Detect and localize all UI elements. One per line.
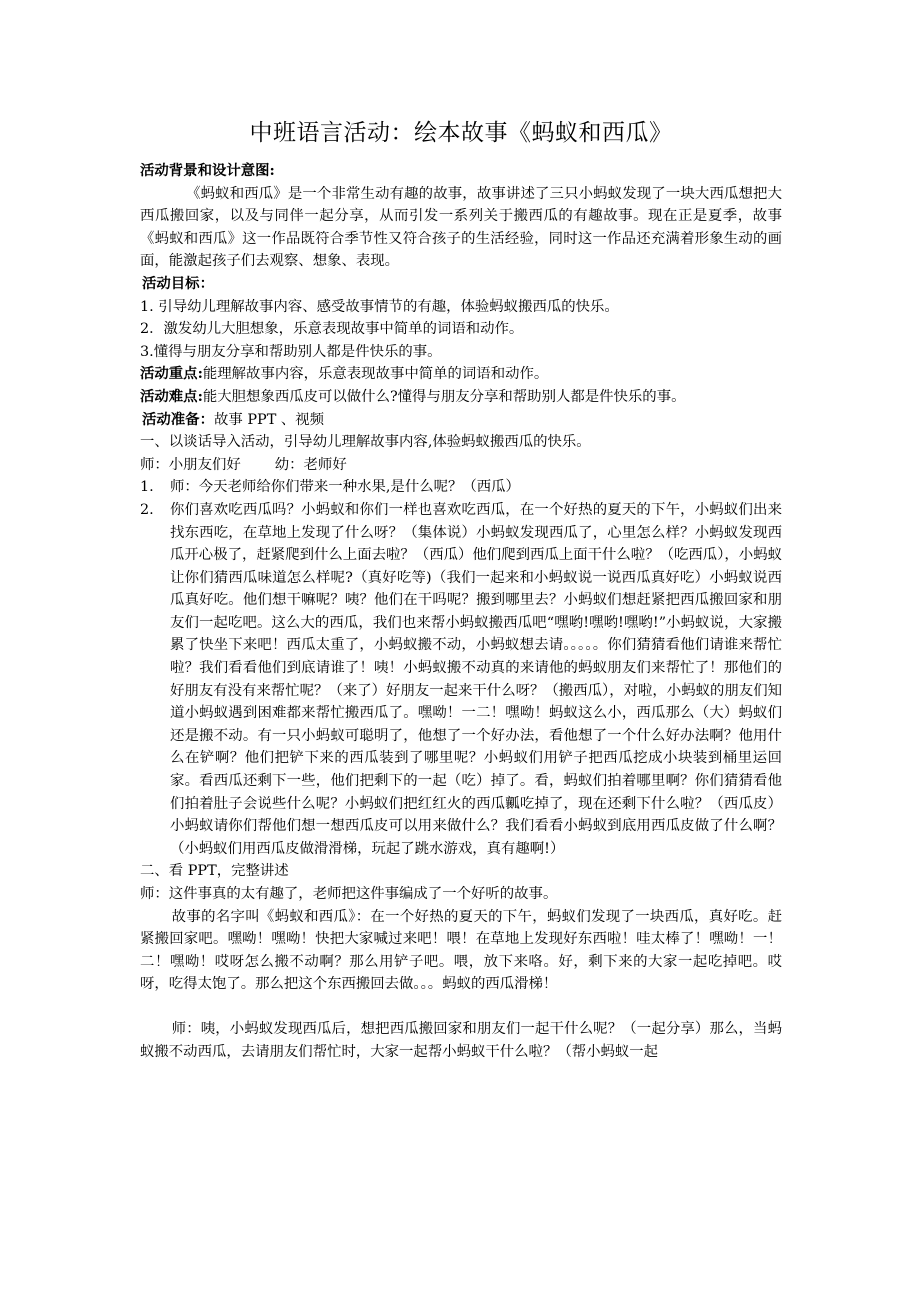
section2-heading: 二、看 PPT，完整讲述: [140, 863, 289, 880]
greeting-line: [140, 454, 782, 477]
focus-text: 能理解故事内容，乐意表现故事中简单的词语和动作。: [202, 366, 549, 383]
discussion-text: 师：咦，小蚂蚁发现西瓜后，想把西瓜搬回家和朋友们一起干什么呢？（一起分享）那么，当蚂蚁搬不动西瓜，去请朋友们帮忙时，大家一起帮小蚂蚁干什么啦？（帮小蚂蚁一起: [140, 1020, 782, 1060]
prep-text: 故事 PPT 、视频: [213, 411, 325, 428]
story-text: 故事的名字叫《蚂蚁和西瓜》：在一个好热的夏天的下午，蚂蚁们发现了一块西瓜，真好吃。赶紧搬回家吧。嘿呦！嘿呦！快把大家喊过来吧！喂！在草地上发现好东西啦！哇太棒了！嘿呦！一！二！嘿呦！哎呀怎么搬不动啊？那么用铲子吧。喂，放下来咯。好，剩下来的大家一起吃掉吧。哎呀，吃得太饱了。那么把这个东西搬回去做。。。蚂蚁的西瓜滑梯！: [140, 908, 782, 993]
item-number: 1.: [140, 479, 154, 496]
section1-heading: 一、以谈话导入活动，引导幼儿理解故事内容,体验蚂蚁搬西瓜的快乐。: [140, 434, 591, 451]
numbered-item: [140, 476, 782, 499]
goals-heading: 活动目标：: [142, 274, 214, 292]
goal-item: 2．激发幼儿大胆想象，乐意表现故事中简单的词语和动作。: [140, 321, 524, 338]
difficulty-label: 活动难点:: [140, 387, 203, 405]
item-text: 你们喜欢吃西瓜吗？小蚂蚁和你们一样也喜欢吃西瓜，在一个好热的夏天的下午，小蚂蚁们出来找东西吃，在草地上发现了什么呀？（集体说）小蚂蚁发现西瓜了，心里怎么样？小蚂蚁发现西瓜开心极了，赶紧爬到什么上面去啦？（西瓜）他们爬到西瓜上面干什么啦？（吃西瓜），小蚂蚁让你们猜西瓜味道怎么样呢?（真好吃等)（我们一起来和小蚂蚁说一说西瓜真好吃）小蚂蚁说西瓜真好吃。他们想干嘛呢？咦？他们在干吗呢？搬到哪里去？小蚂蚁们想赶紧把西瓜搬回家和朋友们一起吃吧。这么大的西瓜，我们也来帮小蚂蚁搬西瓜吧“嘿哟!嘿哟!嘿哟!”小蚂蚁说，大家搬累了快坐下来吧！西瓜太重了，小蚂蚁搬不动，小蚂蚁想去请。。。。。你们猜猜看他们请谁来帮忙啦？我们看看他们到底请谁了！咦！小蚂蚁搬不动真的来请他的蚂蚁朋友们来帮忙了！那他们的好朋友有没有来帮忙呢？（来了）好朋友一起来干什么呀？（搬西瓜），对啦，小蚂蚁的朋友们知道小蚂蚁遇到困难都来帮忙搬西瓜了。嘿呦！一二！嘿呦！蚂蚁这么小，西瓜那么（大）蚂蚁们还是搬不动。有一只小蚂蚁可聪明了，他想了一个好办法，看他想了一个什么好办法啊？他用什么在铲啊？他们把铲下来的西瓜装到了哪里呢？小蚂蚁们用铲子把西瓜挖成小块装到桶里运回家。看西瓜还剩下一些，他们把剩下的一起（吃）掉了。看，蚂蚁们拍着哪里啊？你们猜猜看他们拍着肚子会说些什么呢？小蚂蚁们把红红火的西瓜瓤吃掉了，现在还剩下什么啦？（西瓜皮）小蚂蚁请你们帮他们想一想西瓜皮可以用来做什么？我们看看小蚂蚁到底用西瓜皮做了什么啊？（小蚂蚁们用西瓜皮做滑滑梯，玩起了跳水游戏，真有趣啊!）: [170, 501, 782, 857]
difficulty-line: [140, 386, 782, 409]
background-heading: 活动背景和设计意图:: [140, 162, 275, 179]
section2-intro: 师：这件事真的太有趣了，老师把这件事编成了一个好听的故事。: [140, 886, 558, 902]
document-title: 中班语言活动：绘本故事《蚂蚁和西瓜》: [249, 120, 673, 146]
difficulty-text: 能大胆想象西瓜皮可以做什么?懂得与朋友分享和帮助别人都是件快乐的事。: [202, 388, 686, 405]
focus-line: [140, 363, 782, 386]
goal-item: 1. 引导幼儿理解故事内容、感受故事情节的有趣，体验蚂蚁搬西瓜的快乐。: [140, 298, 619, 315]
greeting-teacher: 师：小朋友们好: [140, 456, 241, 473]
item-number: 2.: [140, 501, 154, 518]
greeting-child: 幼：老师好: [274, 456, 347, 473]
goal-item: 3.懂得与朋友分享和帮助别人都是件快乐的事。: [140, 343, 442, 360]
background-text: 《蚂蚁和西瓜》是一个非常生动有趣的故事，故事讲述了三只小蚂蚁发现了一块大西瓜想把大西瓜搬回家，以及与同伴一起分享，从而引发一系列关于搬西瓜的有趣故事。现在正是夏季，故事《蚂蚁和西瓜》这一作品既符合季节性又符合孩子的生活经验，同时这一作品还充满着形象生动的画面，能激起孩子们去观察、想象、表现。: [140, 185, 782, 270]
prep-line: [140, 409, 782, 432]
numbered-item: [140, 499, 782, 861]
focus-label: 活动重点:: [140, 365, 203, 383]
item-text: 师：今天老师给你们带来一种水果,是什么呢？（西瓜）: [170, 479, 520, 496]
prep-label: 活动准备：: [142, 410, 214, 428]
blank-line: [140, 996, 782, 1018]
